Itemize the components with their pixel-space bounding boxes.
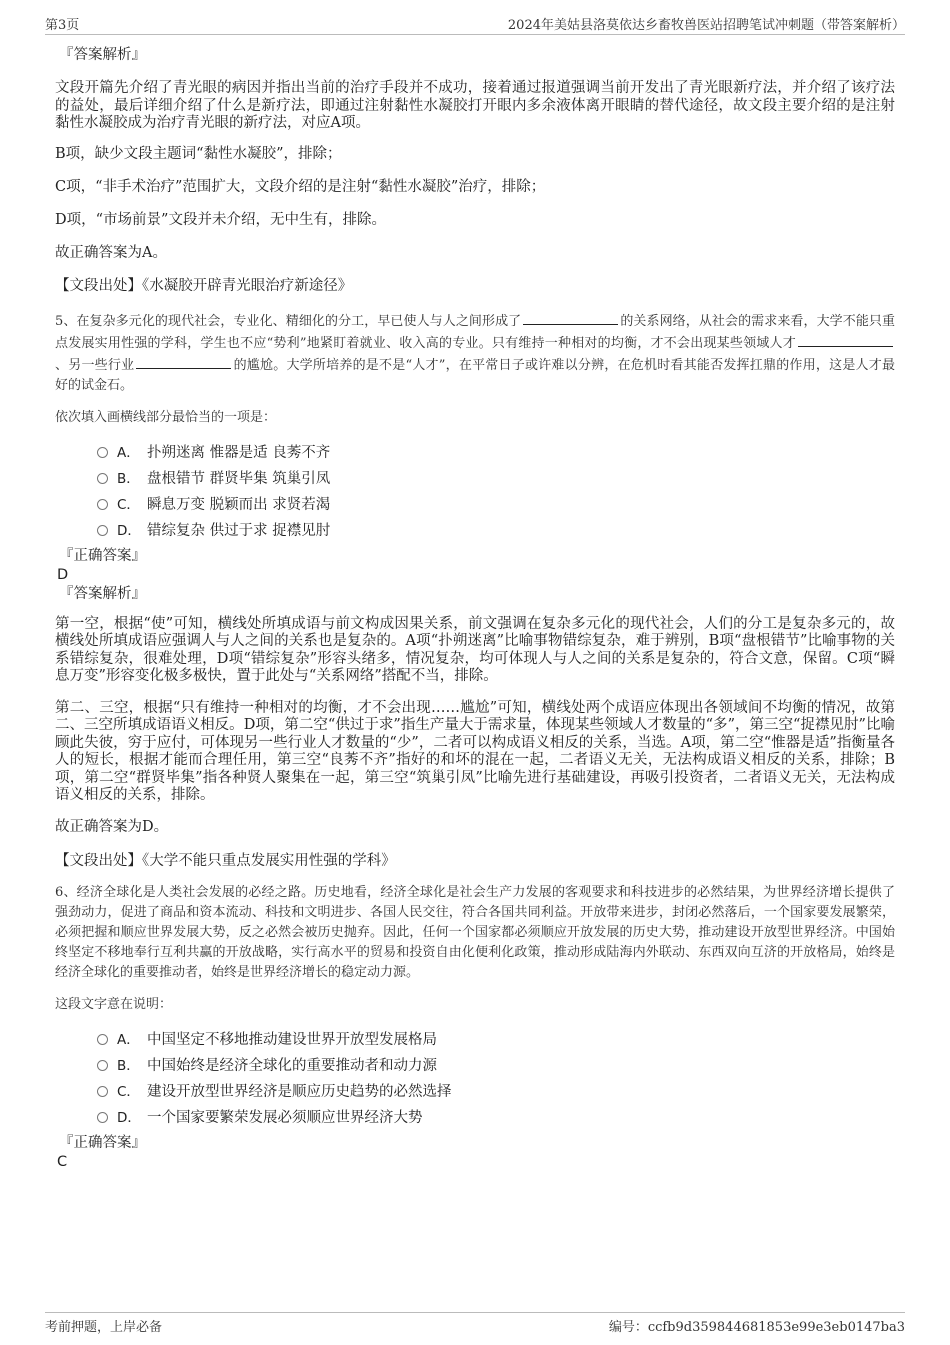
footer-slogan: 考前押题，上岸必备: [45, 1320, 163, 1335]
q5-answer-label: 『正确答案』: [59, 547, 146, 564]
q5-option-d[interactable]: D． 错综复杂 供过于求 捉襟见肘: [97, 518, 895, 544]
q6-question: 6、经济全球化是人类社会发展的必经之路。历史地看，经济全球化是社会生产力发展的客观要求和科技进步的必然结果，为世界经济增长提供了强劲动力，促进了商品和资本流动、科技和文明进步、各国人民交往，符合各国共同利益。开放带来进步，封闭必然落后，一个国家要发展繁荣，必须把握和顺应世界发展大势，反之必然会被历史抛弃。因此，任何一个国家都必须顺应开放发展的历史大势，推动建设开放型世界经济。中国始终坚定不移地奉行互利共赢的开放战略，实行高水平的贸易和投资自由化便利化政策，推动形成陆海内外联动、东西双向互济的开放格局，始终是经济全球化的重要推动者，始终是世界经济增长的稳定动力源。: [55, 884, 895, 980]
page-number: 第3页: [45, 18, 80, 33]
document-title: 2024年美姑县洛莫依达乡畜牧兽医站招聘笔试冲刺题（带答案解析）: [507, 18, 905, 33]
page-footer: [45, 1312, 905, 1335]
document-id: 编号：ccfb9d359844681853e99e3eb0147ba3: [608, 1320, 905, 1335]
q5-option-b[interactable]: B． 盘根错节 群贤毕集 筑巢引凤: [97, 466, 895, 492]
q6-option-b[interactable]: B． 中国始终是经济全球化的重要推动者和动力源: [97, 1053, 895, 1079]
radio-icon[interactable]: [97, 525, 108, 536]
q5-conclusion: 故正确答案为D。: [55, 818, 169, 835]
q5-analysis-2: 第二、三空，根据“只有维持一种相对的均衡，才不会出现……尴尬”可知，横线处两个成语应体现出各领域间不均衡的情况，故第二、三空所填成语语义相反。D项，第二空“供过于求”指生产量大于需求量，体现某些领域人才数量的“多”，第三空“捉襟见肘”比喻顾此失彼，穷于应付，可体现另一些行业人才数量的“少”，二者可以构成语义相反的关系，当选。A项，第二空“惟器是适”指衡量各人的短长，根据才能而合理任用，第三空“良莠不齐”指好的和坏的混在一起，二者语义无关，无法构成语义相反的关系，排除；B项，第二空“群贤毕集”指各种贤人聚集在一起，第三空“筑巢引凤”比喻先进行基础建设，再吸引投资者，二者语义无关，无法构成语义相反的关系，排除。: [55, 699, 895, 803]
radio-icon[interactable]: [97, 1034, 108, 1045]
radio-icon[interactable]: [97, 1086, 108, 1097]
q5-prompt: 依次填入画横线部分最恰当的一项是：: [55, 409, 277, 425]
radio-icon[interactable]: [97, 447, 108, 458]
q5-question: 5、在复杂多元化的现代社会，专业化、精细化的分工，早已使人与人之间形成了 的关系网络，从社会的需求来看，大学不能只重点发展实用性强的学科，学生也不应“势利”地紧盯着就业、收入高的专业。只有维持一种相对的均衡，才不会出现某些领域人才、另一些行业 的尴尬。大学所培养的是不是“人才”，在平常日子或许难以分辨，在危机时看其能否发挥扛鼎的作用，这是人才最好的试金石。: [55, 310, 895, 396]
fill-blank-3: [136, 354, 231, 369]
q5-analysis-label: 『答案解析』: [59, 585, 146, 602]
q6-option-d[interactable]: D． 一个国家要繁荣发展必须顺应世界经济大势: [97, 1105, 895, 1131]
q5-source: 【文段出处】《大学不能只重点发展实用性强的学科》: [55, 852, 396, 869]
q6-answer: C: [57, 1153, 68, 1170]
q4-option-b-note: B项，缺少文段主题词“黏性水凝胶”，排除；: [55, 145, 342, 162]
q5-answer: D: [57, 566, 69, 583]
radio-icon[interactable]: [97, 499, 108, 510]
radio-icon[interactable]: [97, 1060, 108, 1071]
q5-options: [97, 440, 895, 544]
q5-option-a[interactable]: A． 扑朔迷离 惟器是适 良莠不齐: [97, 440, 895, 466]
fill-blank-1: [523, 310, 618, 325]
radio-icon[interactable]: [97, 473, 108, 484]
fill-blank-2: [798, 332, 893, 347]
q5-analysis-1: 第一空，根据“使”可知，横线处所填成语与前文构成因果关系，前文强调在复杂多元化的现代社会，人们的分工是复杂多元的，故横线处所填成语应强调人与人之间的关系也是复杂的。A项“扑朔迷离”比喻事物错综复杂，难于辨别，B项“盘根错节”比喻事物的关系错综复杂，很难处理，D项“错综复杂”形容头绪多，情况复杂，均可体现人与人之间的关系是复杂的，符合文意，保留。C项“瞬息万变”形容变化极多极快，置于此处与“关系网络”搭配不当，排除。: [55, 615, 895, 684]
q6-option-c[interactable]: C． 建设开放型世界经济是顺应历史趋势的必然选择: [97, 1079, 895, 1105]
page-header: [45, 12, 905, 35]
q4-option-d-note: D项，“市场前景”文段并未介绍，无中生有，排除。: [55, 211, 386, 228]
q6-options: [97, 1027, 895, 1131]
q5-option-c[interactable]: C． 瞬息万变 脱颖而出 求贤若渴: [97, 492, 895, 518]
q6-answer-label: 『正确答案』: [59, 1134, 146, 1151]
q4-analysis-text: 文段开篇先介绍了青光眼的病因并指出当前的治疗手段并不成功，接着通过报道强调当前开发出了青光眼新疗法，并介绍了该疗法的益处，最后详细介绍了什么是新疗法，即通过注射黏性水凝胶打开眼内多余液体离开眼睛的替代途径，故文段主要介绍的是注射黏性水凝胶成为治疗青光眼的新疗法，对应A项。: [55, 80, 895, 131]
radio-icon[interactable]: [97, 1112, 108, 1123]
q4-analysis-label: 『答案解析』: [59, 47, 146, 63]
q4-option-c-note: C项，“非手术治疗”范围扩大，文段介绍的是注射“黏性水凝胶”治疗，排除；: [55, 178, 546, 195]
q4-source: 【文段出处】《水凝胶开辟青光眼治疗新途径》: [55, 277, 353, 294]
page-content: [55, 45, 895, 1171]
q6-option-a[interactable]: A． 中国坚定不移地推动建设世界开放型发展格局: [97, 1027, 895, 1053]
q6-prompt: 这段文字意在说明：: [55, 996, 173, 1012]
q4-conclusion: 故正确答案为A。: [55, 244, 167, 261]
